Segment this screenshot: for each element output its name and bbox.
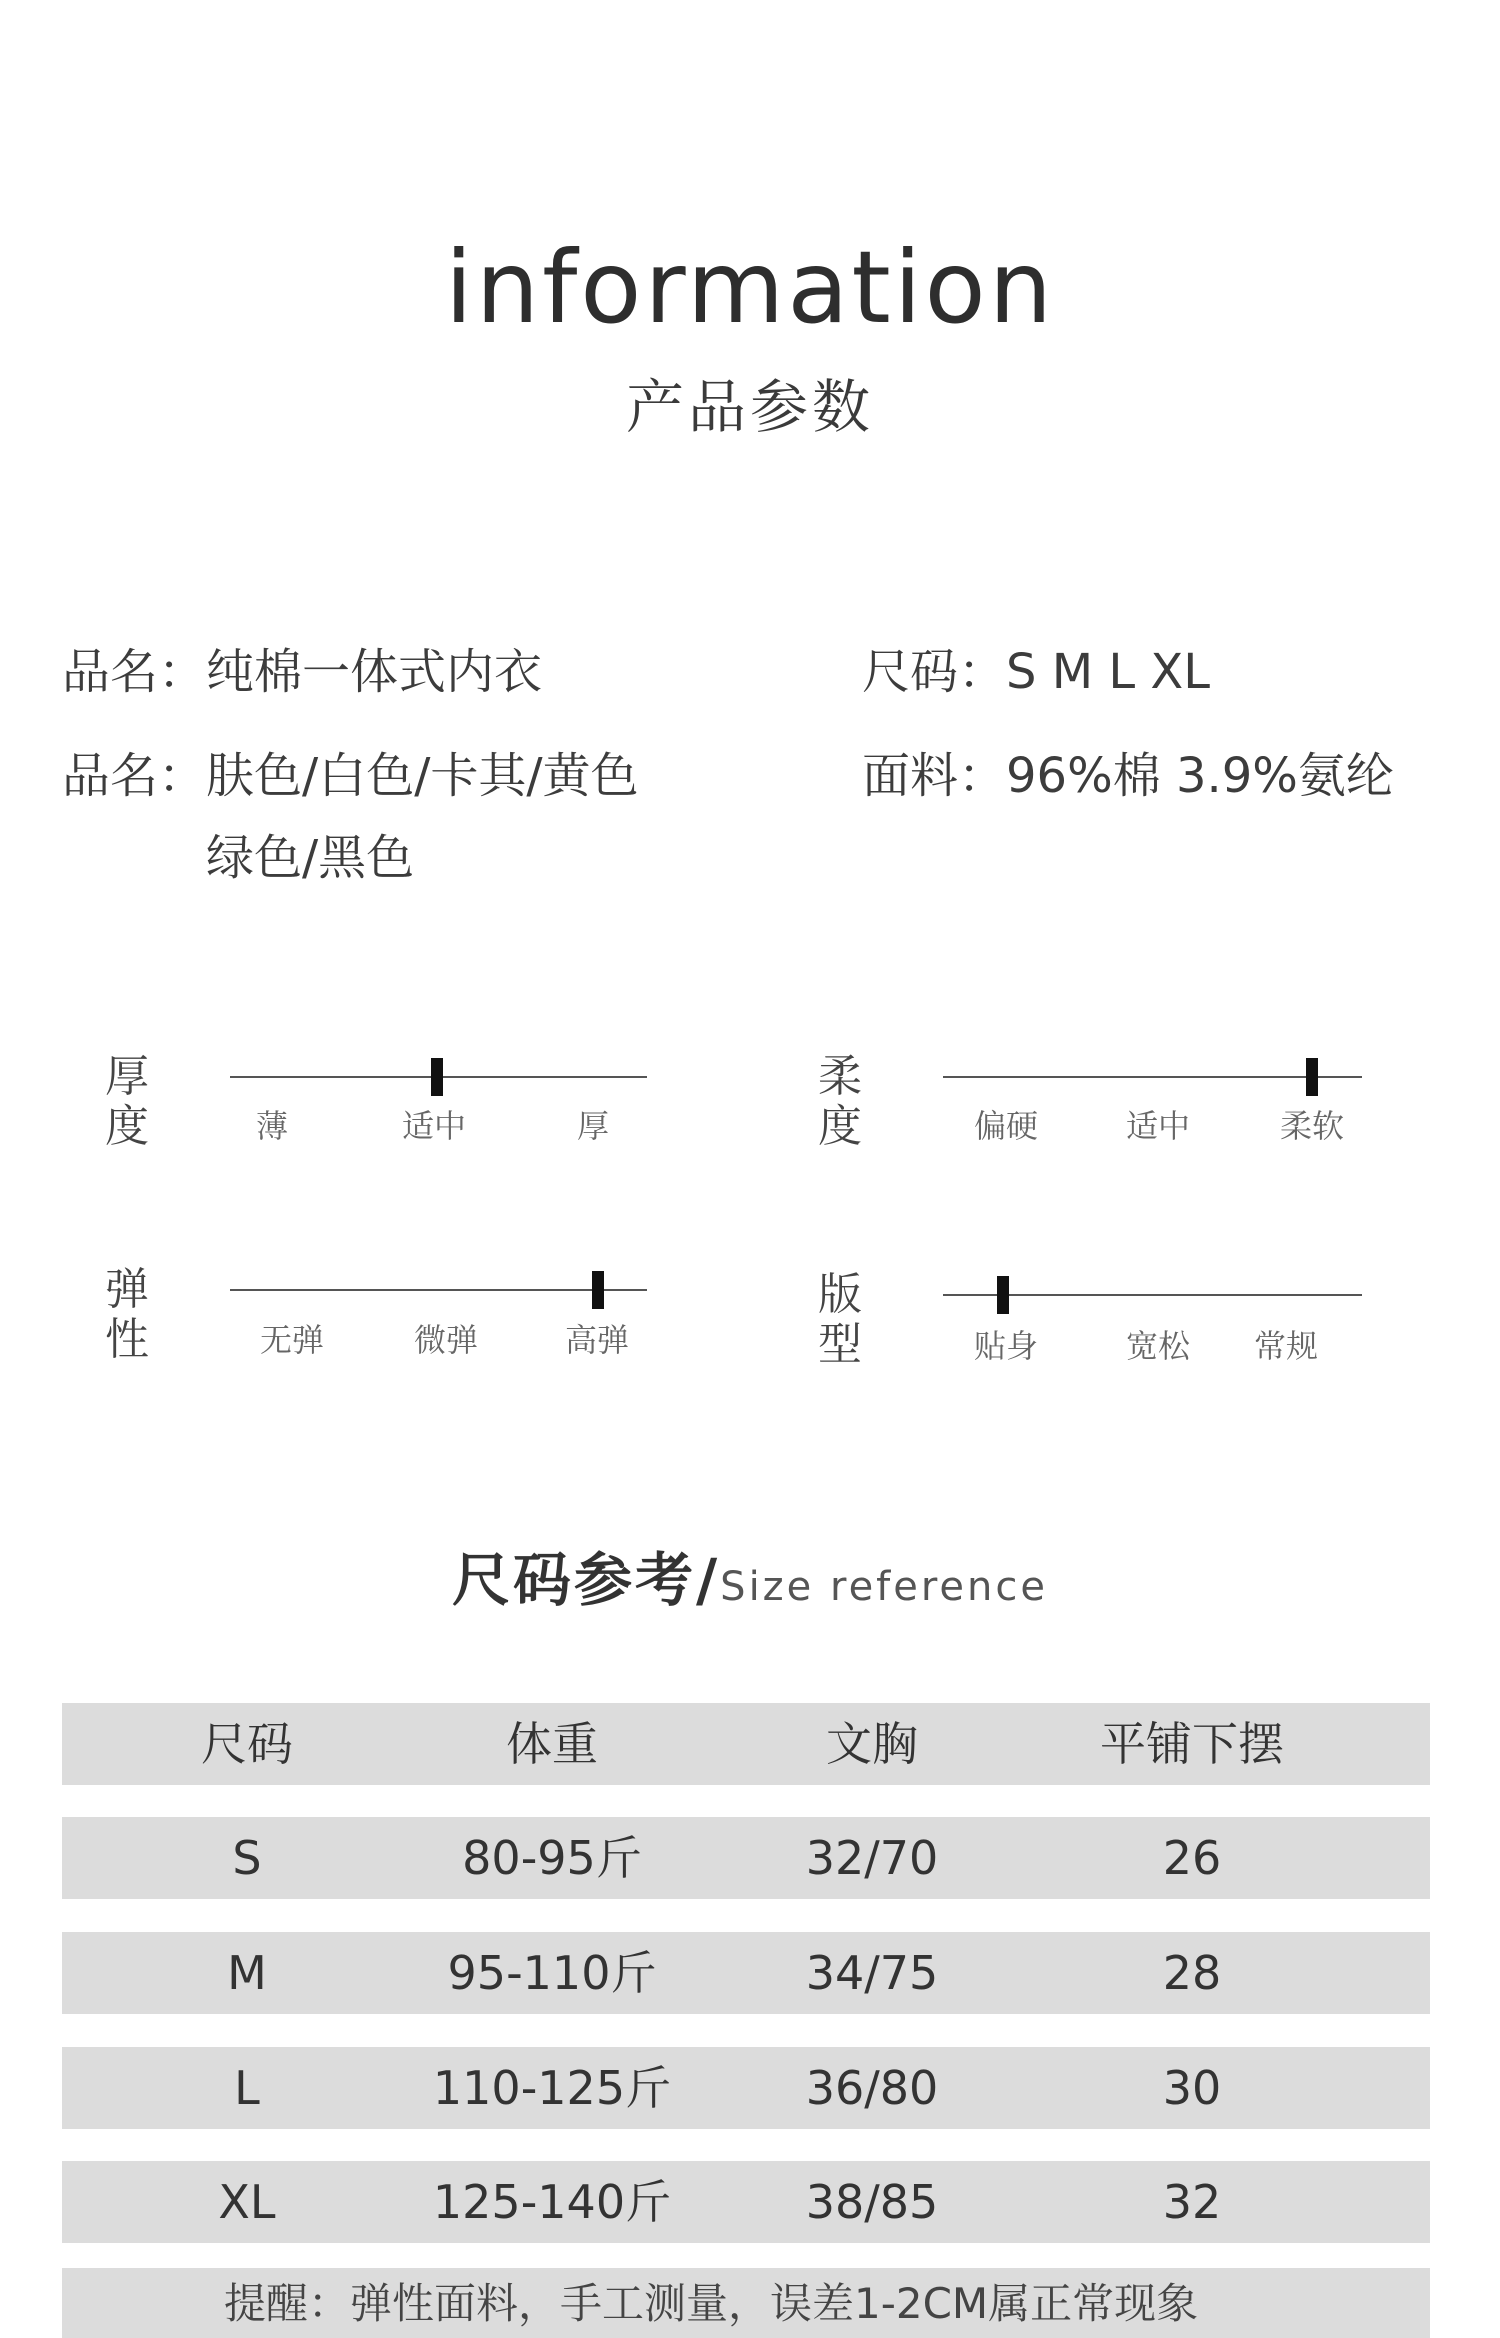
fit-marker: [997, 1276, 1009, 1314]
elasticity-marker: [592, 1271, 604, 1309]
table-header-row: [62, 1703, 1430, 1785]
table-header-cell: 文胸: [826, 1717, 918, 1771]
thickness-tick: 厚: [576, 1107, 609, 1145]
color-row: [62, 746, 639, 806]
product-name-label: 品名：: [62, 644, 207, 700]
table-header-cell: 平铺下摆: [1100, 1717, 1284, 1771]
softness-tick: 适中: [1125, 1107, 1190, 1145]
table-cell: 34/75: [805, 1946, 939, 2000]
thickness-tick: 适中: [401, 1107, 466, 1145]
product-name-row: [62, 642, 542, 702]
softness-scale-line: [943, 1076, 1362, 1078]
size-row: [862, 642, 1210, 702]
size-reference-title-en: Size reference: [720, 1564, 1048, 1610]
table-cell: 36/80: [805, 2061, 939, 2115]
table-header-cell: 体重: [506, 1717, 598, 1771]
table-row: [62, 1932, 1430, 2014]
table-cell: XL: [218, 2175, 276, 2229]
elasticity-tick: 高弹: [564, 1321, 629, 1359]
table-cell: M: [227, 1946, 267, 2000]
table-cell: 28: [1162, 1946, 1222, 2000]
color-label: 品名：: [62, 748, 207, 804]
size-reference-title: [0, 1540, 1500, 1635]
fit-tick: 宽松: [1125, 1327, 1190, 1365]
elasticity-tick: 无弹: [259, 1321, 324, 1359]
fit-label: 版型: [818, 1269, 862, 1370]
page-subtitle: 产品参数: [625, 373, 874, 441]
color-value: 肤色/白色/卡其/黄色: [206, 748, 639, 804]
table-header-cell: 尺码: [201, 1717, 293, 1771]
table-cell: S: [232, 1831, 262, 1885]
table-cell: L: [234, 2061, 260, 2115]
size-label: 尺码：: [862, 644, 1007, 700]
softness-tick: 柔软: [1279, 1107, 1344, 1145]
softness-marker: [1306, 1058, 1318, 1096]
elasticity-tick: 微弹: [413, 1321, 478, 1359]
fabric-value: 96%棉 3.9%氨纶: [1006, 748, 1394, 804]
thickness-label: 厚度: [105, 1051, 149, 1152]
page-title: information: [444, 229, 1056, 346]
table-cell: 32/70: [805, 1831, 939, 1885]
table-cell: 26: [1162, 1831, 1222, 1885]
size-value: S M L XL: [1006, 644, 1211, 700]
fabric-row: [862, 746, 1394, 806]
fabric-label: 面料：: [862, 748, 1007, 804]
thickness-tick: 薄: [255, 1107, 288, 1145]
table-cell: 95-110斤: [447, 1946, 657, 2000]
table-cell: 38/85: [805, 2175, 939, 2229]
measurement-note-row: [62, 2268, 1430, 2338]
table-cell: 32: [1162, 2175, 1222, 2229]
table-cell: 125-140斤: [432, 2175, 672, 2229]
table-cell: 30: [1162, 2061, 1222, 2115]
measurement-note: 提醒：弹性面料，手工测量，误差1-2CM属正常现象: [224, 2279, 1199, 2328]
size-reference-title-cn: 尺码参考/: [451, 1546, 721, 1614]
softness-label: 柔度: [818, 1051, 862, 1152]
thickness-marker: [431, 1058, 443, 1096]
color-value-continued: 绿色/黑色: [206, 830, 415, 886]
fit-tick: 常规: [1253, 1327, 1318, 1365]
table-row: [62, 2047, 1430, 2129]
fit-tick: 贴身: [973, 1327, 1038, 1365]
table-cell: 80-95斤: [462, 1831, 642, 1885]
product-name-value: 纯棉一体式内衣: [206, 644, 543, 700]
softness-tick: 偏硬: [973, 1107, 1038, 1145]
elasticity-scale-line: [230, 1289, 647, 1291]
table-row: [62, 1817, 1430, 1899]
table-row: [62, 2161, 1430, 2243]
table-cell: 110-125斤: [432, 2061, 672, 2115]
elasticity-label: 弹性: [105, 1264, 149, 1365]
